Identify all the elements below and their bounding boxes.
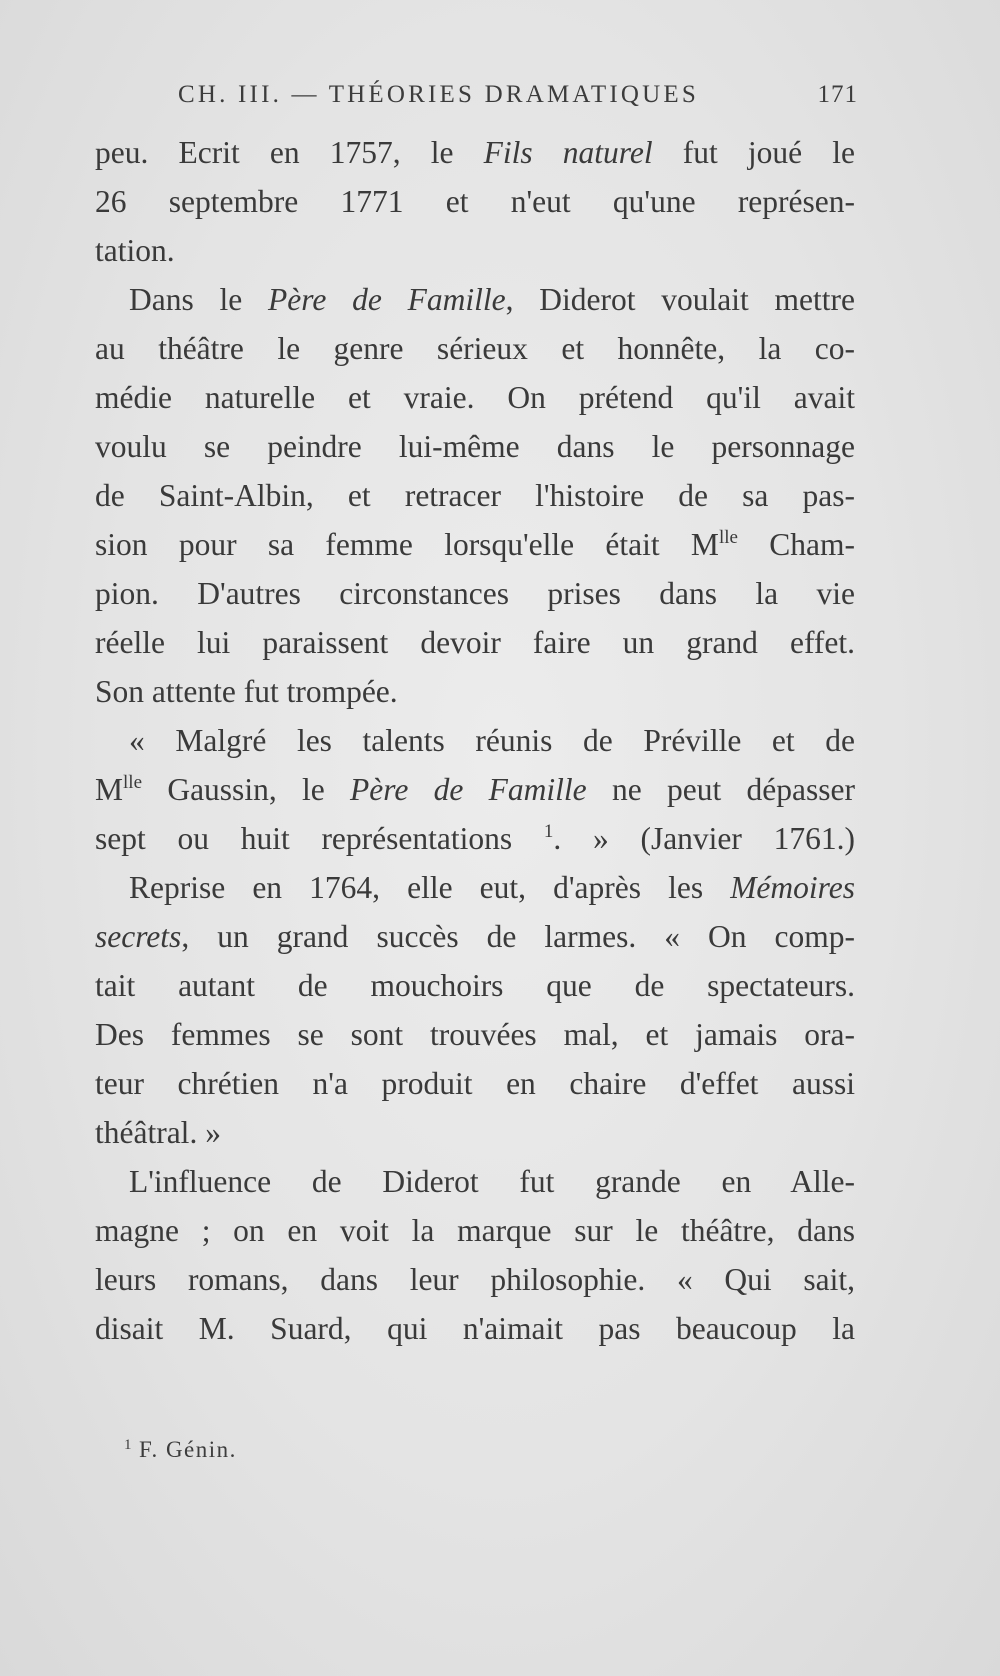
text-line: $M^{lle}$ Gaussin, le Père de Famille ne peut dépasser <box>95 772 856 807</box>
page-number: 171 <box>817 81 858 108</box>
text-line: sept ou huit représentations $^1$. » (Janvier 1761.) <box>95 821 855 856</box>
text-line: de Saint-Albin, et retracer l'histoire de sa pas- <box>95 478 855 513</box>
text-line: magne ; on en voit la marque sur le théâtre, dans <box>95 1213 855 1248</box>
title-fils-naturel: Fils naturel <box>483 135 653 170</box>
text-line: pion. D'autres circonstances prises dans la vie <box>95 576 855 611</box>
title-secrets: secrets <box>95 919 182 954</box>
paragraph-start: Reprise en 1764, elle eut, d'après les Mémoires <box>129 870 855 905</box>
running-head <box>178 76 858 114</box>
text-line: 26 septembre 1771 et n'eut qu'une représen- <box>95 184 855 219</box>
text-line: tation. <box>95 233 175 268</box>
title-pere-de-famille: Père de Famille <box>350 772 587 807</box>
running-title: CH. III. — THÉORIES DRAMATIQUES <box>178 81 699 108</box>
superscript: lle <box>718 527 738 548</box>
text-line: sion pour sa femme lorsqu'elle était $M^{lle}$ Cham- <box>95 527 855 562</box>
text-line: médie naturelle et vraie. On prétend qu'il avait <box>95 380 855 415</box>
text-line: disait M. Suard, qui n'aimait pas beaucoup la <box>95 1311 855 1346</box>
title-pere-de-famille: Père de Famille <box>268 282 506 317</box>
text-line: Des femmes se sont trouvées mal, et jamais ora- <box>95 1017 855 1052</box>
text-line: Son attente fut trompée. <box>95 674 398 709</box>
text-line: leurs romans, dans leur philosophie. « Qui sait, <box>95 1262 855 1297</box>
text-line: teur chrétien n'a produit en chaire d'effet aussi <box>95 1066 855 1101</box>
text-line: peu. Ecrit en 1757, le Fils naturel fut joué le <box>95 135 855 170</box>
title-memoires: Mémoires <box>730 870 855 905</box>
paragraph-start: Dans le Père de Famille, Diderot voulait mettre <box>129 282 855 317</box>
text-line: réelle lui paraissent devoir faire un grand effet. <box>95 625 855 660</box>
body-text <box>95 128 855 1353</box>
text-line: voulu se peindre lui-même dans le personnage <box>95 429 855 464</box>
paragraph-start: « Malgré les talents réunis de Préville et de <box>129 723 855 758</box>
paragraph-start: L'influence de Diderot fut grande en Alle- <box>129 1164 855 1199</box>
text-line: tait autant de mouchoirs que de spectateurs. <box>95 968 855 1003</box>
footnote <box>124 1430 237 1470</box>
footnote-ref: 1 <box>543 821 554 842</box>
text-line: secrets, un grand succès de larmes. « On comp- <box>95 919 855 954</box>
footnote-text: F. Génin. <box>139 1437 237 1462</box>
text-line: au théâtre le genre sérieux et honnête, la co- <box>95 331 855 366</box>
text-line: théâtral. » <box>95 1115 221 1150</box>
footnote-marker: 1 <box>124 1437 133 1453</box>
superscript: lle <box>123 772 143 793</box>
